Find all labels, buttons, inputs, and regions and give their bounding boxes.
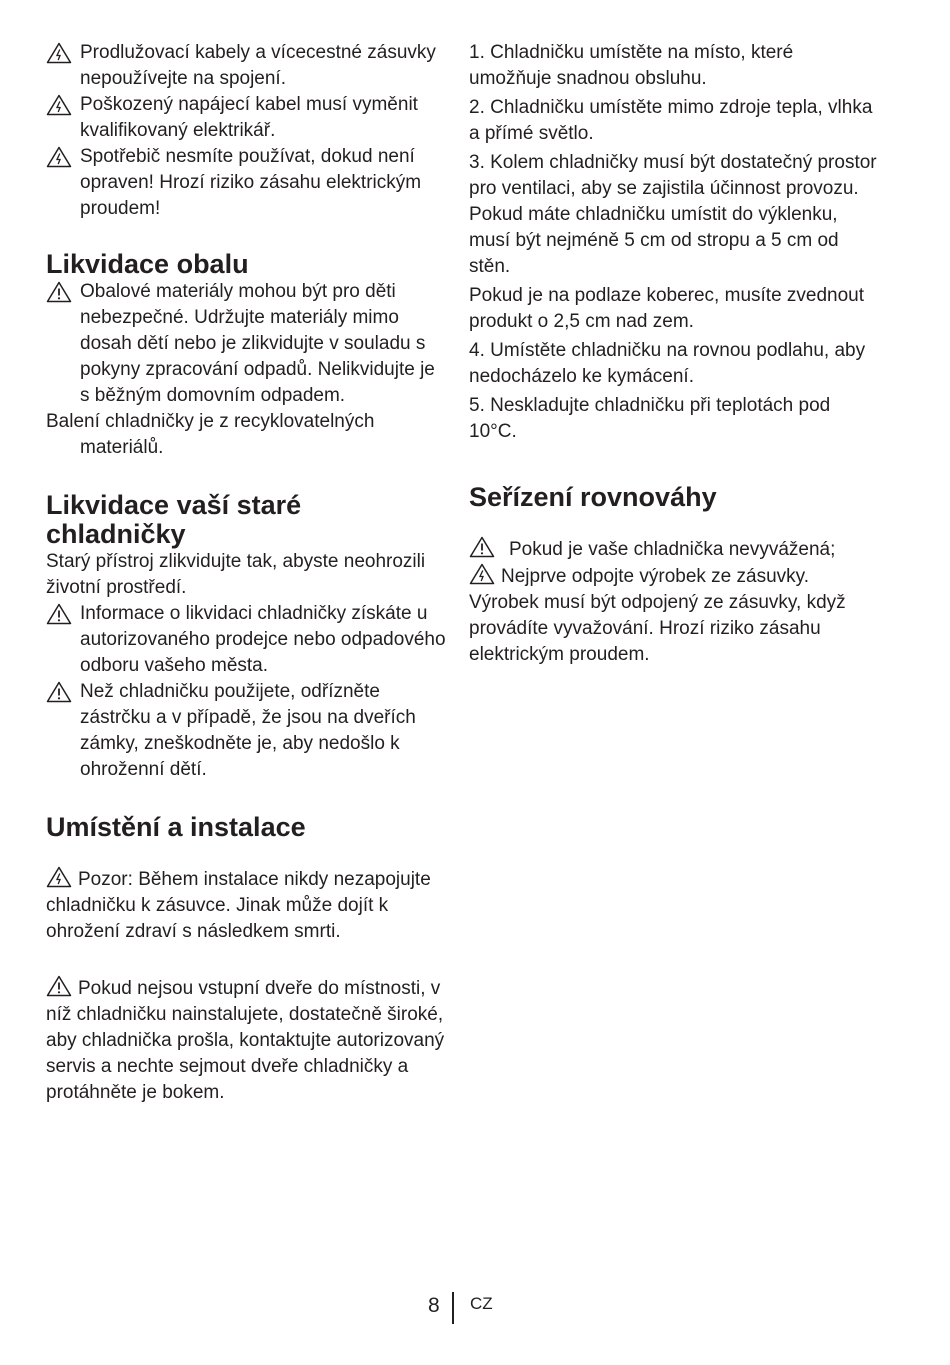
- electric-hazard-icon: [46, 42, 72, 64]
- electric-hazard-icon: [46, 94, 72, 116]
- warning-cut-plug: Než chladničku použijete, odřízněte zástrčku a v případě, že jsou na dveřích zámky, zneškodněte je, aby nedošlo k ohroženní dětí.: [46, 679, 446, 783]
- page-number: 8: [428, 1294, 440, 1317]
- step-1: 1. Chladničku umístěte na místo, které umožňuje snadnou obsluhu.: [469, 42, 794, 89]
- warning-door-width: Pokud nejsou vstupní dveře do místnosti, v níž chladničku nainstalujete, dostatečně široké, aby chladnička prošla, kontaktujte autorizovaný servis a nechte sejmout dveře chladničky a protáhněte je bokem.: [46, 975, 446, 1106]
- warning-install-plug: Pozor: Během instalace nikdy nezapojujte chladničku k zásuvce. Jinak může dojít k ohrožení zdraví s následkem smrti.: [46, 866, 446, 945]
- warning-unbalanced: Pokud je vaše chladnička nevyvážená;: [469, 536, 879, 563]
- warning-triangle-icon: [46, 975, 72, 997]
- step-3-carpet-note: Pokud je na podlaze koberec, musíte zvednout produkt o 2,5 cm nad zem.: [469, 285, 865, 332]
- step-4: 4. Umístěte chladničku na rovnou podlahu, aby nedocházelo ke kymácení.: [469, 340, 866, 387]
- heading-balance-adjustment: Seřízení rovnováhy: [469, 482, 717, 512]
- warning-triangle-icon: [46, 603, 72, 625]
- language-code: CZ: [470, 1294, 493, 1313]
- warning-unplug-before-balancing: Nejprve odpojte výrobek ze zásuvky. Výrobek musí být odpojený ze zásuvky, když provádíte vyvažování. Hrozí riziko zásahu elektrickým proudem.: [469, 563, 879, 668]
- electric-hazard-icon: [469, 563, 495, 585]
- warning-damaged-cable: Poškozený napájecí kabel musí vyměnit kvalifikovaný elektrikář.: [46, 92, 446, 144]
- warning-do-not-use: Spotřebič nesmíte používat, dokud není opraven! Hrozí riziko zásahu elektrickým proudem!: [46, 144, 446, 222]
- heading-packaging-disposal: Likvidace obalu: [46, 249, 249, 279]
- warning-disposal-info: Informace o likvidaci chladničky získáte u autorizovaného prodejce nebo odpadového odboru vašeho města.: [46, 601, 446, 679]
- heading-old-fridge-disposal: Likvidace vaší staré chladničky: [46, 490, 302, 549]
- left-column: [46, 40, 446, 1106]
- warning-triangle-icon: [46, 281, 72, 303]
- step-3: 3. Kolem chladničky musí být dostatečný prostor pro ventilaci, aby se zajistila účinnost provozu. Pokud máte chladničku umístit do výklenku, musí být nejméně 5 cm od stropu a 5 cm od stěn.: [469, 152, 877, 277]
- right-column: [469, 40, 879, 668]
- warning-packaging: Obalové materiály mohou být pro děti nebezpečné. Udržujte materiály mimo dosah dětí nebo je zlikvidujte v souladu s pokyny zpracování odpadů. Nelikvidujte je s běžným domovním odpadem.: [46, 279, 446, 409]
- step-2: 2. Chladničku umístěte mimo zdroje tepla, vlhka a přímé světlo.: [469, 97, 873, 144]
- electric-hazard-icon: [46, 146, 72, 168]
- page-footer: [0, 1292, 950, 1326]
- heading-placement-installation: Umístění a instalace: [46, 812, 306, 842]
- step-5: 5. Neskladujte chladničku při teplotách pod 10°C.: [469, 395, 831, 442]
- warning-triangle-icon: [46, 681, 72, 703]
- electric-hazard-icon: [46, 866, 72, 888]
- packaging-recyclable-text: Balení chladničky je z recyklovatelných materiálů.: [46, 411, 375, 458]
- warning-triangle-icon: [469, 536, 495, 558]
- old-fridge-text: Starý přístroj zlikvidujte tak, abyste neohrozili životní prostředí.: [46, 551, 426, 598]
- footer-divider: [452, 1292, 454, 1324]
- warning-extension-cables: Prodlužovací kabely a vícecestné zásuvky nepoužívejte na spojení.: [46, 40, 446, 92]
